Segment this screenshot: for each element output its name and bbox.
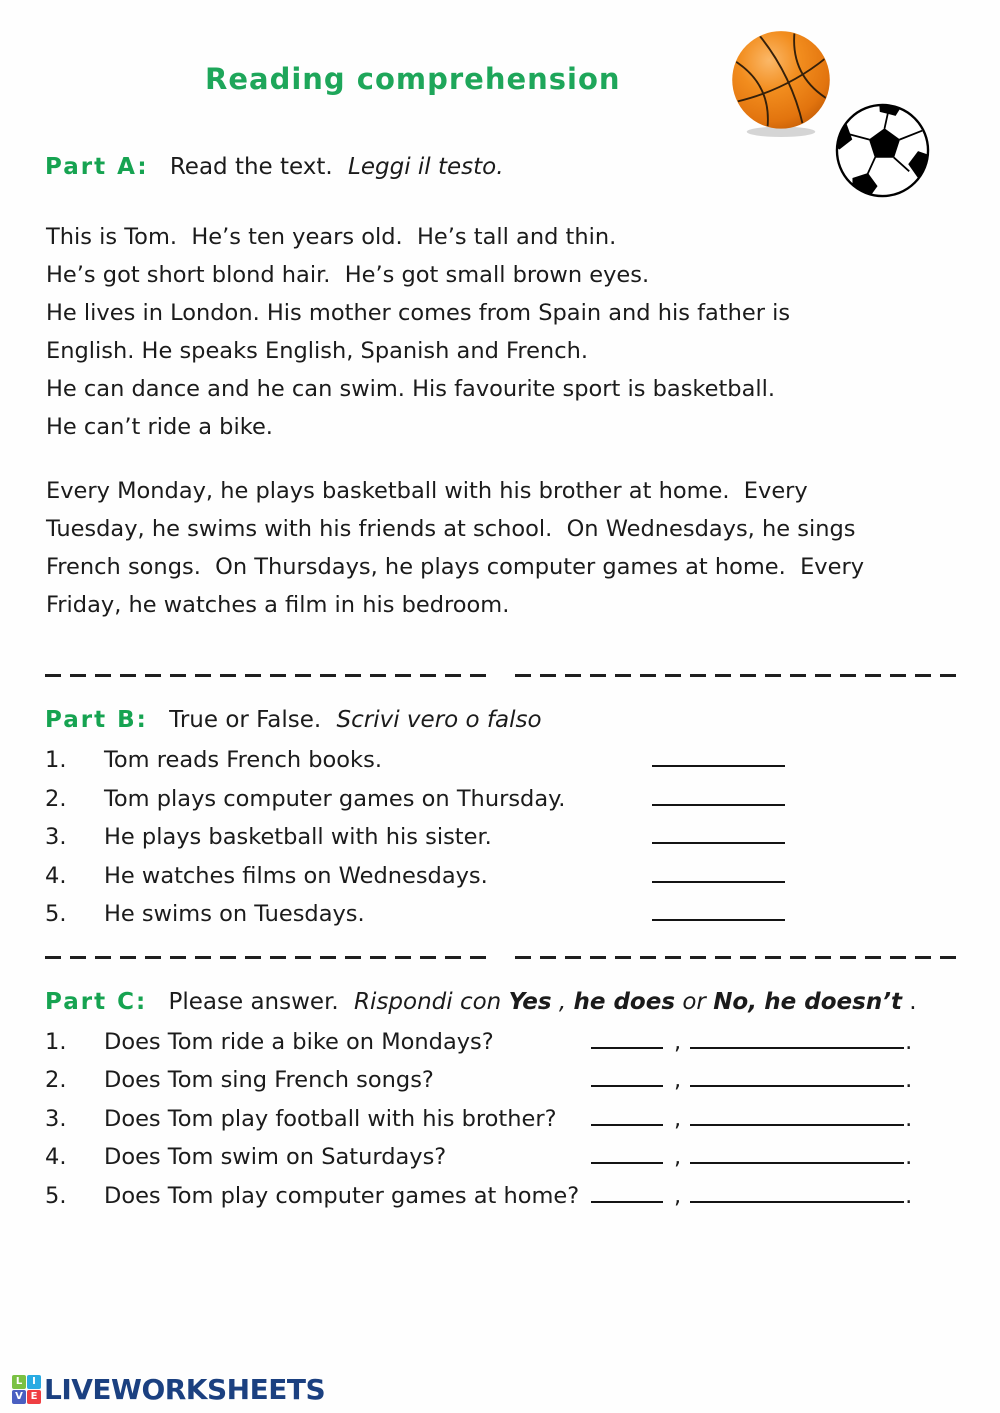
part-b-instruction: True or False. [169, 707, 322, 733]
item-number: 3. [45, 824, 67, 850]
true-false-item [45, 824, 958, 863]
answer-blank[interactable] [652, 919, 785, 921]
question-item [45, 1029, 958, 1068]
story-paragraph-2 [46, 472, 960, 624]
statement-text: He plays basketball with his sister. [104, 824, 492, 850]
answer-period: . [905, 1182, 913, 1209]
answer-blank[interactable] [652, 765, 785, 767]
option-no-full: he doesn’t [764, 988, 902, 1015]
item-number: 5. [45, 1182, 67, 1209]
answer-comma: , [674, 1144, 682, 1170]
item-number: 4. [45, 862, 67, 889]
story-line: Every Monday, he plays basketball with his brother at home. Every [46, 478, 808, 504]
brand-wordmark: LIVEWORKSHEETS [44, 1373, 326, 1406]
part-b-list [45, 747, 958, 940]
logo-letter-l: L [12, 1375, 26, 1389]
true-false-item [45, 747, 958, 786]
answer-area [591, 1144, 912, 1170]
story-line: He’s got short blond hair. He’s got small brown eyes. [46, 262, 650, 288]
part-b-label: Part B: [45, 707, 148, 733]
story-line: Tuesday, he swims with his friends at school. On Wednesdays, he sings [46, 516, 856, 542]
answer-blank[interactable] [652, 842, 785, 844]
liveworksheets-logo-icon [12, 1375, 41, 1404]
option-yes-full: he does [573, 988, 676, 1015]
answer-period: . [905, 1067, 913, 1093]
question-text: Does Tom swim on Saturdays? [104, 1144, 447, 1170]
story-line: He can’t ride a bike. [46, 414, 273, 440]
true-false-item [45, 863, 958, 902]
answer-comma: , [674, 1105, 682, 1132]
answer-blank[interactable] [652, 881, 785, 883]
question-item [45, 1144, 958, 1183]
story-paragraph-1 [46, 218, 960, 446]
answer-area [591, 1067, 912, 1093]
question-item [45, 1106, 958, 1145]
answer-blank-long[interactable] [690, 1201, 904, 1203]
item-number: 3. [45, 1105, 67, 1132]
part-b-translation: Scrivi vero o falso [336, 707, 542, 733]
dashed-separator [45, 956, 958, 959]
answer-blank[interactable] [652, 804, 785, 806]
reading-text [46, 218, 960, 624]
true-false-item [45, 786, 958, 825]
question-item [45, 1183, 958, 1222]
or-word: or [682, 988, 714, 1015]
footer-brand [12, 1373, 325, 1406]
answer-area [591, 1106, 912, 1132]
item-number: 1. [45, 747, 67, 773]
answer-period: . [905, 1105, 913, 1132]
question-text: Does Tom play computer games at home? [104, 1182, 580, 1209]
item-number: 2. [45, 785, 67, 812]
logo-letter-v: V [12, 1390, 26, 1404]
dashed-separator [45, 674, 958, 677]
answer-blank-long[interactable] [690, 1124, 904, 1126]
part-a-label: Part A: [45, 154, 149, 180]
dash-segment [515, 674, 959, 677]
part-b-header [45, 707, 1000, 733]
question-text: Does Tom ride a bike on Mondays? [104, 1028, 494, 1055]
logo-letter-i: I [27, 1375, 41, 1389]
answer-blank-long[interactable] [690, 1162, 904, 1164]
dash-segment [515, 956, 959, 959]
question-text: Does Tom sing French songs? [104, 1067, 434, 1093]
answer-comma: , [674, 1067, 682, 1093]
question-text: Does Tom play football with his brother? [104, 1105, 557, 1132]
true-false-item [45, 901, 958, 940]
dash-segment [45, 956, 489, 959]
answer-period: . [905, 1028, 913, 1055]
option-no: No, [713, 988, 757, 1015]
logo-letter-e: E [27, 1390, 41, 1404]
answer-area [591, 1029, 912, 1055]
statement-text: He watches films on Wednesdays. [104, 862, 488, 889]
answer-blank-short[interactable] [591, 1124, 663, 1126]
item-number: 1. [45, 1028, 67, 1055]
answer-area [591, 1183, 912, 1209]
story-line: English. He speaks English, Spanish and French. [46, 338, 588, 364]
option-yes: Yes [508, 988, 552, 1015]
part-a-translation: Leggi il testo. [348, 154, 504, 180]
page-title: Reading comprehension [205, 62, 621, 96]
part-c-instruction: Please answer. [168, 988, 339, 1015]
answer-period: . [905, 1144, 913, 1170]
part-c-header [45, 989, 1000, 1015]
soccer-ball-icon [833, 101, 932, 200]
part-c-list [45, 1029, 958, 1222]
answer-blank-short[interactable] [591, 1085, 663, 1087]
statement-text: Tom reads French books. [104, 747, 382, 773]
answer-blank-long[interactable] [690, 1085, 904, 1087]
story-line: He can dance and he can swim. His favourite sport is basketball. [46, 376, 776, 402]
story-line: He lives in London. His mother comes from Spain and his father is [46, 300, 791, 326]
sentence-period: . [909, 988, 917, 1015]
story-line: Friday, he watches a film in his bedroom. [46, 592, 510, 618]
answer-comma: , [674, 1028, 682, 1055]
part-c-translation-prefix: Rispondi con [354, 988, 509, 1015]
item-number: 4. [45, 1144, 67, 1170]
item-number: 5. [45, 901, 67, 927]
dash-segment [45, 674, 489, 677]
story-line: French songs. On Thursdays, he plays computer games at home. Every [46, 554, 865, 580]
part-a-instruction: Read the text. [169, 154, 333, 180]
answer-blank-short[interactable] [591, 1047, 663, 1049]
answer-blank-short[interactable] [591, 1162, 663, 1164]
question-item [45, 1067, 958, 1106]
option-separator: , [558, 988, 574, 1015]
answer-blank-short[interactable] [591, 1201, 663, 1203]
part-c-label: Part C: [45, 988, 148, 1015]
basketball-icon [728, 28, 834, 138]
answer-blank-long[interactable] [690, 1047, 904, 1049]
statement-text: He swims on Tuesdays. [104, 901, 365, 927]
answer-comma: , [674, 1182, 682, 1209]
item-number: 2. [45, 1067, 67, 1093]
story-line: This is Tom. He’s ten years old. He’s tall and thin. [46, 224, 617, 250]
statement-text: Tom plays computer games on Thursday. [104, 785, 566, 812]
